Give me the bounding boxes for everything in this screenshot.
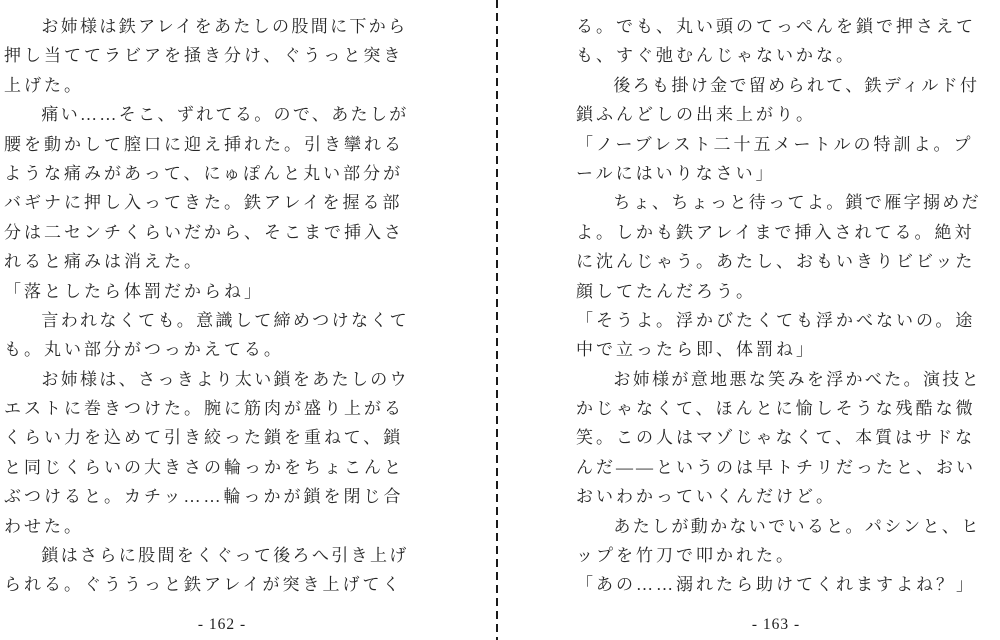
text-line: 笑。この人はマゾじゃなくて、本質はサドな — [576, 428, 976, 448]
text-line: 後ろも掛け金で留められて、鉄ディルド付 — [594, 75, 980, 95]
text-line: 鎖ふんどしの出来上がり。 — [576, 105, 816, 125]
text-line: あたしが動かないでいると。パシンと、ヒ — [594, 516, 981, 536]
text-line: 鎖はさらに股間をくぐって後ろへ引き上げ — [22, 546, 409, 566]
text-line: お姉様は鉄アレイをあたしの股間に下から — [22, 17, 408, 36]
text-line: と同じくらいの大きさの輪っかをちょこんと — [4, 457, 404, 477]
text-line: に沈んじゃう。あたし、おもいきりビビッた — [576, 252, 976, 272]
text-line: 腰を動かして膣口に迎え挿れた。引き攣れる — [4, 134, 404, 154]
text-line: 押し当ててラビアを掻き分け、ぐうっと突き — [4, 46, 404, 66]
text-line: る。でも、丸い頭のてっぺんを鎖で押さえて — [576, 17, 976, 36]
text-line: エストに巻きつけた。腕に筋肉が盛り上がる — [4, 399, 404, 419]
page-left — [0, 0, 496, 640]
text-line: ールにはいりなさい」 — [576, 163, 776, 183]
text-line: 分は二センチくらいだから、そこまで挿入さ — [4, 222, 404, 242]
page-right-text — [576, 12, 981, 600]
text-line: 「そうよ。浮かびたくても浮かべないの。途 — [576, 310, 976, 330]
text-line: かじゃなくて、ほんとに愉しそうな残酷な微 — [576, 399, 976, 419]
text-line: ような痛みがあって、にゅぽんと丸い部分が — [4, 163, 404, 183]
text-line: 上げた。 — [4, 75, 84, 95]
text-line: んだ——というのは早トチリだったと、おい — [576, 457, 976, 477]
text-line: くらい力を込めて引き絞った鎖を重ねて、鎖 — [4, 428, 404, 448]
text-line: も。丸い部分がつっかえてる。 — [4, 340, 284, 360]
text-line: ちょ、ちょっと待ってよ。鎖で雁字搦めだ — [594, 193, 981, 213]
text-line: お姉様は、さっきより太い鎖をあたしのウ — [22, 369, 409, 389]
page-number-right: - 163 - — [751, 616, 801, 633]
text-line: 「落としたら体罰だからね」 — [4, 281, 264, 301]
text-line: よ。しかも鉄アレイまで挿入されてる。絶対 — [576, 222, 975, 242]
text-line: れると痛みは消えた。 — [4, 252, 204, 272]
page-number-left: - 162 - — [197, 616, 247, 633]
text-line: 痛い……そこ、ずれてる。ので、あたしが — [22, 105, 409, 125]
text-line: 顔してたんだろう。 — [576, 281, 756, 301]
text-line: も、すぐ弛むんじゃないかな。 — [576, 46, 856, 66]
text-line: おいわかっていくんだけど。 — [576, 487, 836, 507]
page-right — [499, 0, 1000, 640]
text-line: ップを竹刀で叩かれた。 — [576, 546, 796, 566]
text-line: お姉様が意地悪な笑みを浮かべた。演技と — [594, 369, 981, 389]
text-line: ぶつけると。カチッ……輪っかが鎖を閉じ合 — [4, 487, 404, 507]
text-line: られる。ぐううっと鉄アレイが突き上げてく — [4, 575, 403, 595]
page-divider-dashed-line — [496, 0, 498, 640]
text-line: わせた。 — [4, 516, 84, 536]
text-line: バギナに押し入ってきた。鉄アレイを握る部 — [4, 193, 403, 213]
text-line: 言われなくても。意識して締めつけなくて — [22, 310, 409, 330]
text-line: 中で立ったら即、体罰ね」 — [576, 340, 816, 360]
text-line: 「ノーブレスト二十五メートルの特訓よ。プ — [576, 134, 974, 154]
page-left-text — [4, 12, 420, 600]
text-line: 「あの……溺れたら助けてくれますよね？」 — [576, 575, 976, 595]
